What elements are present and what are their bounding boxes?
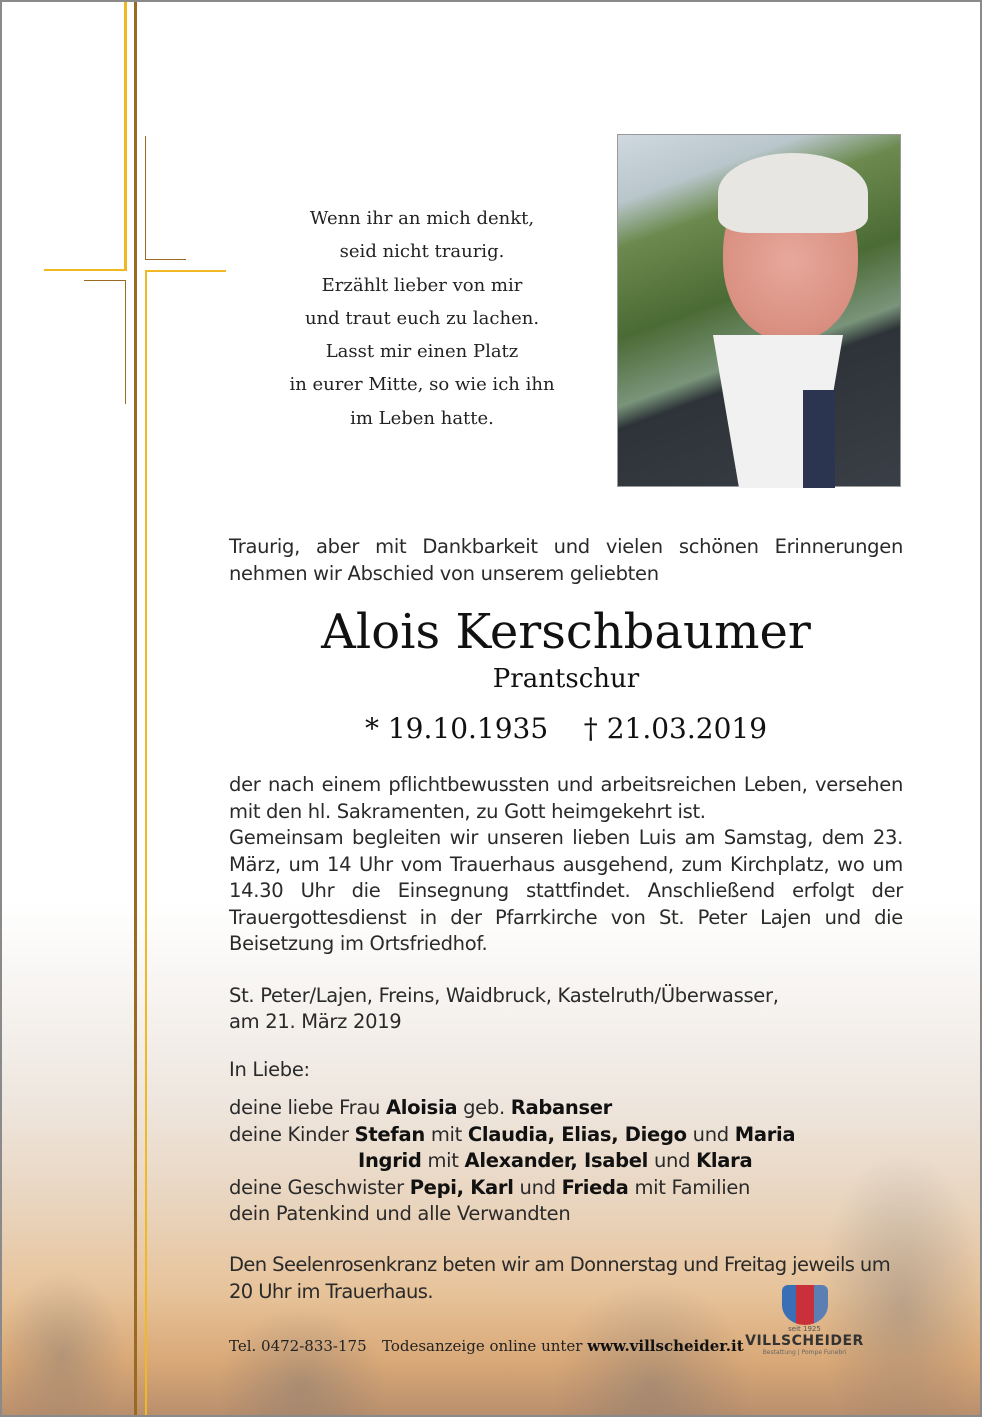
death-date: † 21.03.2019 bbox=[583, 712, 768, 745]
rosary-notice: Den Seelenrosenkranz beten wir am Donnerstag und Freitag jeweils um 20 Uhr im Trauerhaus. bbox=[229, 1253, 891, 1303]
online-notice: Todesanzeige online unter www.villscheider.it bbox=[382, 1337, 744, 1355]
places: St. Peter/Lajen, Freins, Waidbruck, Kastelruth/Überwasser, bbox=[229, 984, 779, 1007]
body-text-1: der nach einem pflichtbewussten und arbeitsreichen Leben, versehen mit den hl. Sakramenten, zu Gott heimgekehrt ist. bbox=[229, 773, 903, 823]
portrait-photo bbox=[617, 134, 901, 487]
birth-date: * 19.10.1935 bbox=[364, 712, 549, 745]
mourner-line: deine Kinder Stefan mit Claudia, Elias, Diego und Maria bbox=[229, 1122, 796, 1146]
mourners-list bbox=[229, 1095, 903, 1228]
phone: Tel. 0472-833-175 bbox=[229, 1337, 367, 1355]
in-love-label: In Liebe: bbox=[229, 1058, 310, 1081]
mourner-line: deine Geschwister Pepi, Karl und Frieda mit Familien bbox=[229, 1175, 751, 1199]
intro-text: Traurig, aber mit Dankbarkeit und vielen schönen Erinnerungen nehmen wir Abschied von unserem geliebten bbox=[229, 535, 903, 585]
memorial-verse bbox=[262, 202, 582, 435]
mourner-line: Ingrid mit Alexander, Isabel und Klara bbox=[358, 1149, 753, 1172]
body-text-2: Gemeinsam begleiten wir unseren lieben Luis am Samstag, dem 23. März, um 14 Uhr vom Trauerhaus ausgehend, zum Kirchplatz, wo um 14.30 Uhr die Einsegnung stattfindet. Anschließend erfolgt der Trauergottesdienst in der Pfarrkirche von St. Peter Lajen und die Beisetzung im Ortsfriedhof. bbox=[229, 826, 903, 955]
verse-line: im Leben hatte. bbox=[350, 407, 494, 429]
villscheider-logo: seit 1925 VILLSCHEIDER Bestattung | Pompe Funebri bbox=[742, 1285, 867, 1356]
verse-line: Wenn ihr an mich denkt, bbox=[309, 208, 535, 229]
mourner-line: deine liebe Frau Aloisia geb. Rabanser bbox=[229, 1096, 612, 1119]
deceased-name: Alois Kerschbaumer bbox=[321, 604, 811, 660]
website-link[interactable]: www.villscheider.it bbox=[587, 1337, 744, 1355]
life-dates bbox=[229, 710, 903, 748]
house-name: Prantschur bbox=[492, 664, 640, 694]
verse-line: Lasst mir einen Platz bbox=[325, 341, 519, 363]
mourner-line: dein Patenkind und alle Verwandten bbox=[229, 1202, 571, 1225]
verse-line: in eurer Mitte, so wie ich ihn bbox=[289, 374, 555, 396]
verse-line: seid nicht traurig. bbox=[339, 241, 505, 263]
notice-date: am 21. März 2019 bbox=[229, 1010, 402, 1033]
verse-line: Erzählt lieber von mir bbox=[321, 274, 523, 296]
crest-icon bbox=[782, 1285, 828, 1325]
verse-line: und traut euch zu lachen. bbox=[304, 307, 540, 329]
